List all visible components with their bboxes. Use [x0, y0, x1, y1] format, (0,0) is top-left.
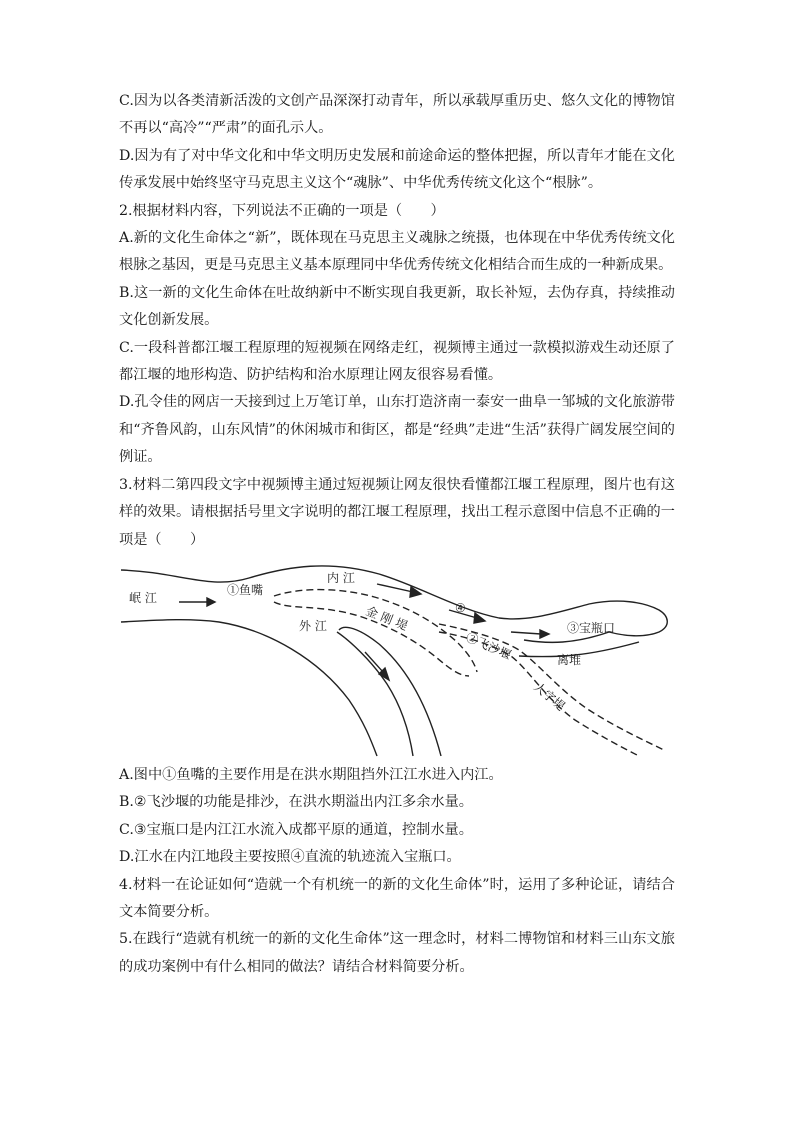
q2-option-a: A.新的文化生命体之“新”，既体现在马克思主义魂脉之统摄，也体现在中华优秀传统文化根脉之基因，更是马克思主义基本原理同中华优秀传统文化相结合而生成的一种新成果。 [119, 230, 675, 274]
exam-page [119, 88, 675, 981]
q3-option-d: D.江水在内江地段主要按照④直流的轨迹流入宝瓶口。 [119, 849, 461, 866]
label-neijiang: 内 江 [327, 570, 355, 585]
question-2-stem: 2.根据材料内容，下列说法不正确的一项是（ ） [119, 202, 445, 219]
waijiang-arrow [365, 652, 383, 672]
south-bank [121, 620, 377, 756]
label-waijiang: 外 江 [299, 618, 327, 633]
baoping-arrowhead [540, 630, 549, 638]
q2-option-c: C.一段科普都江堰工程原理的短视频在网络走红，视频博主通过一款模拟游戏生动还原了都江堰的地形构造、防护结构和治水原理让网友很容易看懂。 [119, 339, 675, 384]
neijiang-arrow [377, 584, 413, 592]
dujiangyan-diagram [119, 560, 675, 760]
label-lidui: 离堆 [557, 652, 582, 667]
option-c-prev: C.因为以各类清新活泼的文创产品深深打动青年，所以承载厚重历史、悠久文化的博物馆不再以“高冷”“严肃”的面孔示人。 [119, 93, 675, 137]
question-5-stem: 5.在践行“造就有机统一的新的文化生命体”这一理念时，材料二博物馆和材料三山东文旅的成功案例中有什么相同的做法？请结合材料简要分析。 [119, 931, 675, 975]
label-feishayan: ②飞沙堰 [463, 629, 514, 663]
label-yuzui: ①鱼嘴 [227, 582, 264, 597]
question-4-stem: 4.材料一在论证如何“造就一个有机统一的新的文化生命体”时，运用了多种论证，请结合文本简要分析。 [119, 876, 675, 920]
q3-option-b: B.②飞沙堰的功能是排沙，在洪水期溢出内江多余水量。 [119, 794, 473, 811]
outer-channel-bank [337, 632, 413, 756]
baoping-arrow [511, 632, 541, 634]
label-baopingkou: ③宝瓶口 [567, 620, 616, 635]
label-minjiang: 岷 江 [129, 590, 157, 605]
q3-option-c: C.③宝瓶口是内江江水流入成都平原的通道，控制水量。 [119, 821, 473, 838]
label-four: ④ [455, 600, 466, 615]
q2-option-b: B.这一新的文化生命体在吐故纳新中不断实现自我更新，取长补短，去伪存真，持续推动文化创新发展。 [119, 284, 675, 329]
minjiang-arrowhead [207, 598, 215, 606]
label-renzidi: 人字堤 [531, 679, 568, 714]
option-d-prev: D.因为有了对中华文化和中华文明历史发展和前途命运的整体把握，所以青年才能在文化传承发展中始终坚守马克思主义这个“魂脉”、中华优秀传统文化这个“根脉”。 [119, 147, 675, 192]
q3-option-a: A.图中①鱼嘴的主要作用是在洪水期阻挡外江江水进入内江。 [119, 766, 503, 783]
label-jingangdi: 金 刚 堤 [363, 603, 410, 634]
question-3-stem: 3.材料二第四段文字中视频博主通过短视频让网友很快看懂都江堰工程原理，图片也有这样的效果。请根据括号里文字说明的都江堰工程原理，找出工程示意图中信息不正确的一项是（ ） [119, 476, 675, 548]
q2-option-d: D.孔令佳的网店一天接到过上万笔订单，山东打造济南一泰安一曲阜一邹城的文化旅游带和“齐鲁风韵，山东风情”的休闲城市和街区，都是“经典”走进“生活”获得广阔发展空间的例证。 [119, 394, 675, 466]
